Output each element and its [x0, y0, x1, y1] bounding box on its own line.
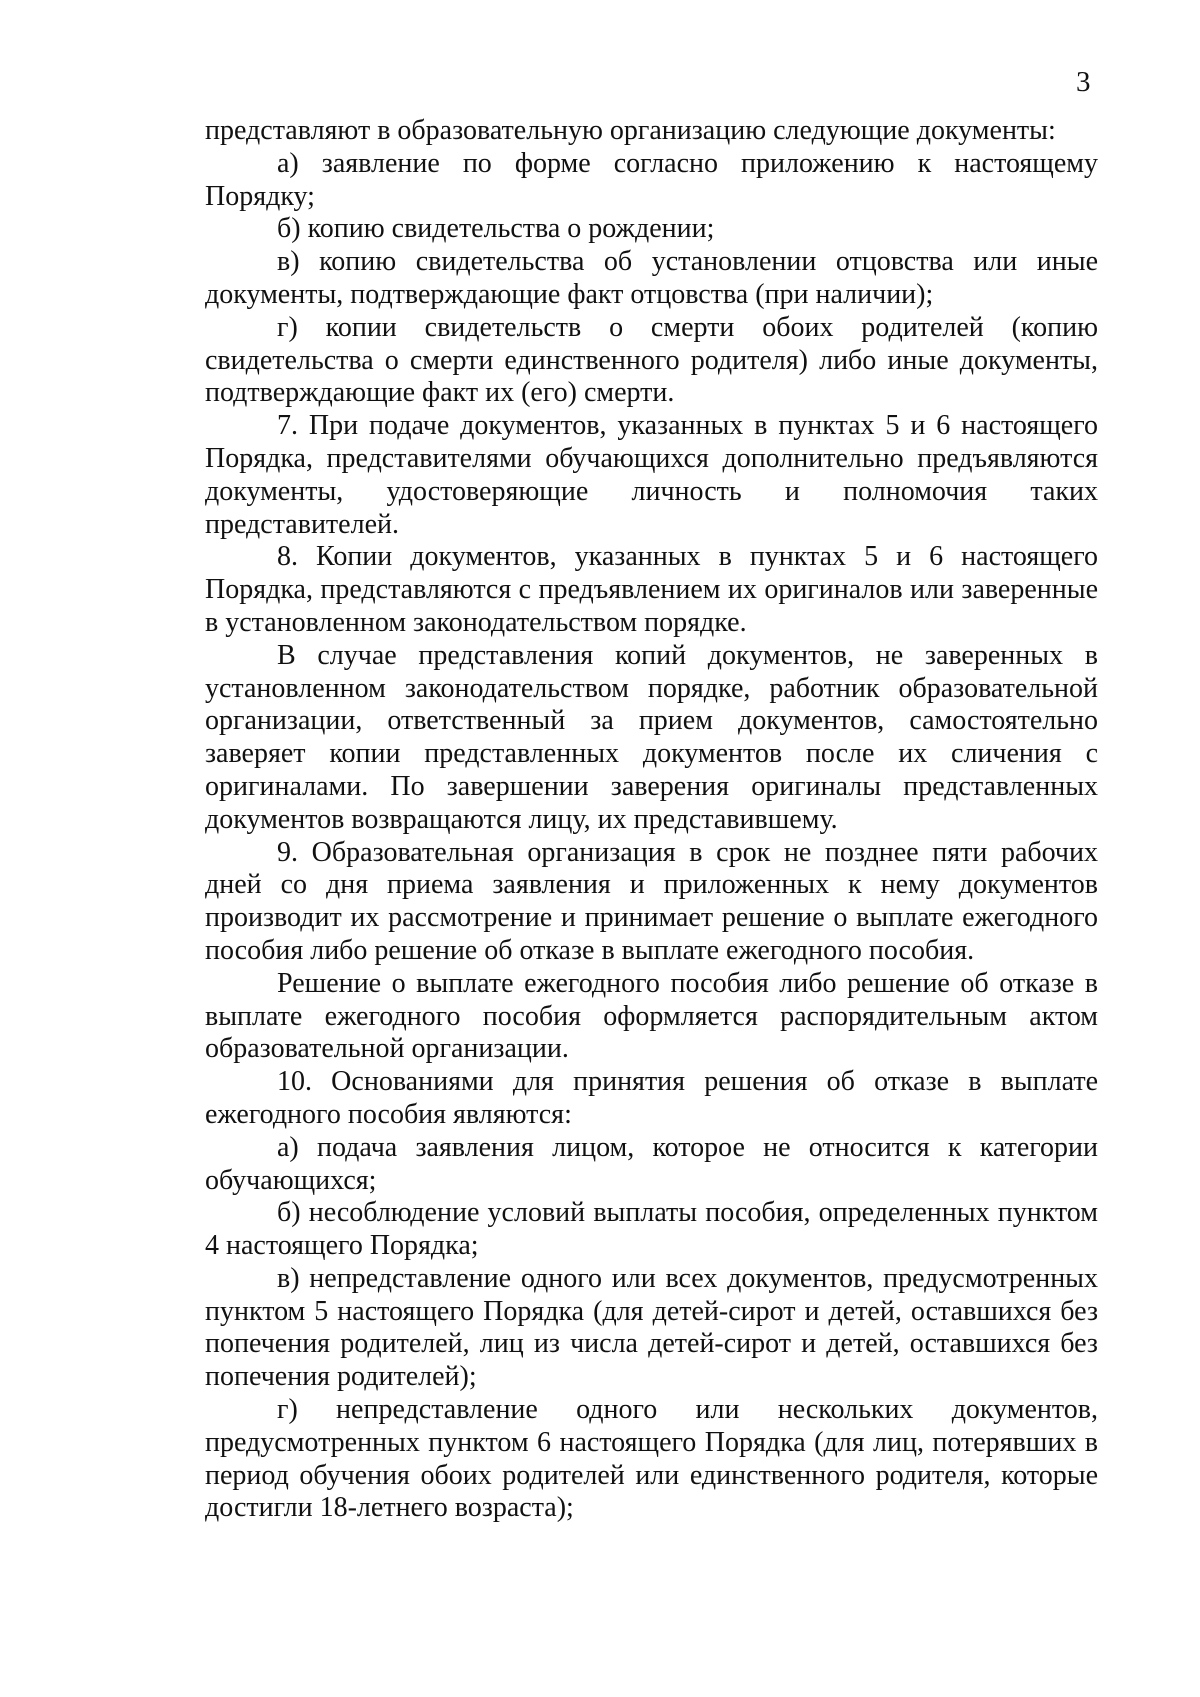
paragraph: 10. Основаниями для принятия решения об отказе в выплате ежегодного пособия являются: [205, 1066, 1098, 1130]
paragraph: в) непредставление одного или всех документов, предусмотренных пунктом 5 настоящего Порядка (для детей-сирот и детей, оставшихся без попечения родителей, лиц из числа детей-сирот и детей, оставшихся без попечения родителей); [205, 1262, 1098, 1393]
paragraph: представляют в образовательную организацию следующие документы: [205, 115, 1056, 146]
paragraph: 9. Образовательная организация в срок не позднее пяти рабочих дней со дня приема заявления и приложенных к нему документов производит их рассмотрение и принимает решение о выплате ежегодного пособия либо решение об отказе в выплате ежегодного пособия. [205, 836, 1098, 966]
paragraph: 8. Копии документов, указанных в пунктах 5 и 6 настоящего Порядка, представляются с предъявлением их оригиналов или заверенные в установленном законодательством порядке. [205, 541, 1098, 638]
paragraph: б) копию свидетельства о рождении; [277, 213, 715, 245]
paragraph: г) копии свидетельств о смерти обоих родителей (копию свидетельства о смерти единственного родителя) либо иные документы, подтверждающие факт их (его) смерти. [205, 311, 1098, 409]
paragraph: а) подача заявления лицом, которое не относится к категории обучающихся; [205, 1131, 1098, 1196]
paragraph: б) несоблюдение условий выплаты пособия, определенных пунктом 4 настоящего Порядка; [205, 1197, 1098, 1262]
paragraph: г) непредставление одного или нескольких документов, предусмотренных пунктом 6 настоящего Порядка (для лиц, потерявших в период обучения обоих родителей или единственного родителя, которые достигли 18-летнего возраста); [205, 1394, 1098, 1524]
paragraph: В случае представления копий документов, не заверенных в установленном законодательством порядке, работник образовательной организации, ответственный за прием документов, самостоятельно заверяет копии представленных документов после их сличения с оригиналами. По завершении заверения оригиналы представленных документов возвращаются лицу, их представившему. [205, 639, 1098, 835]
document-body [205, 115, 1098, 1525]
paragraph: а) заявление по форме согласно приложению к настоящему Порядку; [205, 147, 1098, 212]
page-number: 3 [1076, 66, 1091, 98]
paragraph: Решение о выплате ежегодного пособия либо решение об отказе в выплате ежегодного пособия оформляется распорядительным актом образовательной организации. [205, 967, 1098, 1065]
paragraph: 7. При подаче документов, указанных в пунктах 5 и 6 настоящего Порядка, представителями обучающихся дополнительно предъявляются документы, удостоверяющие личность и полномочия таких представителей. [205, 410, 1098, 540]
paragraph: в) копию свидетельства об установлении отцовства или иные документы, подтверждающие факт отцовства (при наличии); [205, 246, 1098, 310]
